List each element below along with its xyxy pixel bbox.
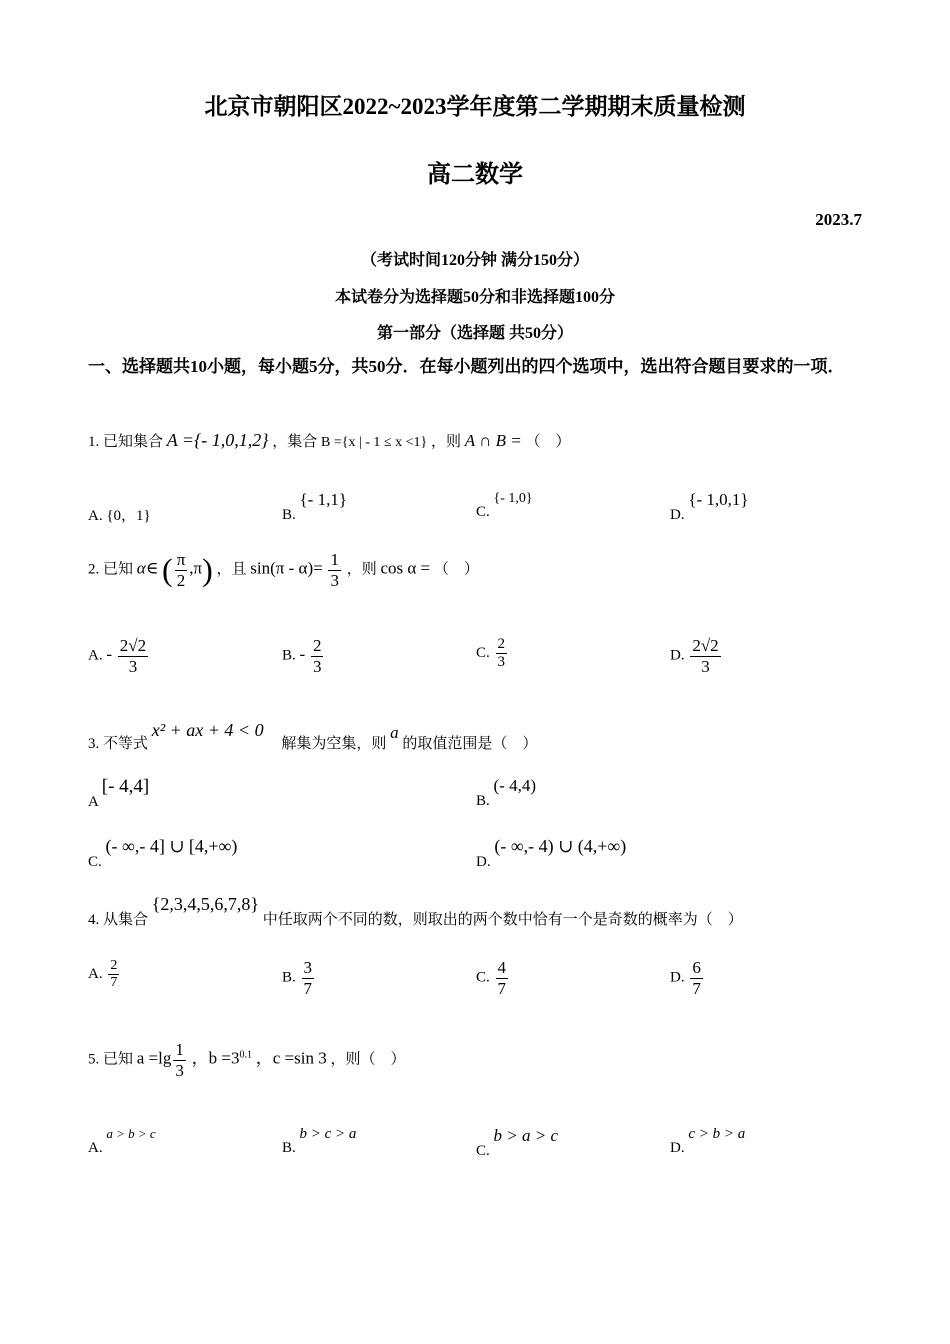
q3-suffix: 的取值范围是（ ） — [402, 736, 538, 752]
q5-option-c[interactable] — [476, 1126, 559, 1159]
option-value: $\frac{4}{7}$ — [497, 958, 507, 998]
option-label: D. — [670, 507, 685, 523]
q4-option-a[interactable] — [88, 958, 121, 991]
option-label: C. — [476, 1143, 490, 1159]
option-label: B. — [282, 969, 296, 986]
q3-prefix: 3. 不等式 — [88, 736, 149, 752]
option-label: A — [88, 794, 99, 810]
q5-prefix: 5. 已知 — [88, 1051, 134, 1068]
q4-suffix: 中任取两个不同的数，则取出的两个数中恰有一个是奇数的概率为（ ） — [262, 912, 743, 928]
q1-prefix: 1. 已知集合 — [88, 434, 164, 450]
q2-option-d[interactable] — [670, 636, 723, 676]
option-label: C. — [476, 969, 490, 986]
q4-prefix: 4. 从集合 — [88, 912, 149, 928]
q3-expression: x² + ax + 4 < 0 — [151, 720, 264, 740]
q4-option-d[interactable] — [670, 958, 705, 998]
option-value: {- 1,0} — [493, 491, 533, 506]
q2-option-c[interactable] — [476, 636, 509, 672]
q3-option-a[interactable] — [88, 776, 150, 810]
q2-option-a[interactable] — [88, 636, 150, 676]
minus-sign: - — [299, 644, 306, 664]
q2-then: ，则 — [346, 561, 377, 578]
q2-pi: ,π — [189, 558, 203, 578]
question-5 — [88, 1040, 405, 1080]
option-label: A. — [88, 508, 103, 524]
option-value: b > a > c — [493, 1126, 559, 1145]
q2-option-b[interactable] — [282, 636, 325, 676]
option-value: (- ∞,- 4] ∪ [4,+∞) — [105, 836, 238, 856]
option-label: A. — [88, 966, 103, 983]
q2-prefix: 2. 已知 — [88, 561, 134, 578]
q4-option-c[interactable] — [476, 958, 510, 998]
score-split-info: 本试卷分为选择题50分和非选择题100分 — [334, 289, 615, 306]
option-value: $\frac{2√2}{3}$ — [692, 636, 719, 676]
exam-title: 北京市朝阳区2022~2023学年度第二学期期末质量检测 — [204, 94, 746, 119]
option-value: {- 1,0,1} — [688, 490, 749, 509]
option-label: A. — [88, 1140, 103, 1156]
q2-sin: sin(π - α)= — [250, 558, 323, 578]
option-value: b > c > a — [299, 1126, 357, 1142]
q4-option-b[interactable] — [282, 958, 316, 998]
q2-cos: cos α = — [380, 558, 431, 578]
option-label: C. — [88, 854, 102, 870]
exam-time-info: （考试时间120分钟 满分150分） — [360, 252, 589, 269]
option-value: (- ∞,- 4) ∪ (4,+∞) — [494, 836, 627, 856]
q2-paren: （ ） — [433, 561, 479, 578]
q1-option-a[interactable] — [88, 490, 151, 524]
option-value: {0，1} — [106, 508, 151, 524]
exam-date: 2023.7 — [815, 210, 862, 229]
option-label: B. — [476, 793, 490, 809]
question-4 — [88, 894, 743, 928]
q5-exponent: 0.1 — [239, 1049, 252, 1061]
option-label: A. — [88, 647, 103, 664]
q4-set: {2,3,4,5,6,7,8} — [151, 894, 260, 914]
option-value: $\frac{2}{7}$ — [110, 958, 118, 991]
q3-mid: 解集为空集，则 — [281, 736, 387, 752]
option-value: $\frac{6}{7}$ — [692, 958, 701, 998]
option-value: $\frac{3}{7}$ — [303, 958, 313, 998]
q5-one-third: $\frac{1}{3}$ — [175, 1040, 184, 1080]
q1-option-d[interactable] — [670, 490, 749, 523]
option-label: D. — [670, 969, 685, 986]
q3-option-b[interactable] — [476, 776, 536, 809]
q2-and: ，且 — [216, 561, 247, 578]
option-value: a > b > c — [106, 1126, 156, 1141]
q3-option-c[interactable] — [88, 836, 238, 870]
q2-alpha: α∈ — [136, 558, 159, 578]
q1-option-c[interactable] — [476, 490, 533, 520]
q1-mid: ，集合 — [272, 434, 318, 450]
q3-option-d[interactable] — [476, 836, 627, 870]
q5-c: ，c =sin 3 — [255, 1048, 327, 1068]
option-value: $\frac{2√2}{3}$ — [119, 636, 147, 676]
part-one-heading: 第一部分（选择题 共50分） — [376, 325, 573, 342]
q1-then: ，则 — [430, 434, 461, 450]
q3-variable-a: a — [390, 723, 399, 742]
q1-set-a: A ={- 1,0,1,2} — [166, 430, 269, 450]
q5-option-d[interactable] — [670, 1126, 746, 1156]
question-2: 2. 已知 α∈ ( $\frac{\pi}{2}$ ,π) ，且 sin(π - α)= $\frac{1}{3}$ ，则 cos α = （ ） — [88, 550, 479, 590]
q1-expression: A ∩ B = — [464, 431, 522, 450]
q2-pi-fraction: $\frac{\pi}{2}$ — [176, 550, 186, 590]
q5-suffix: ，则（ ） — [330, 1051, 406, 1068]
q5-option-b[interactable] — [282, 1126, 357, 1156]
option-value: $\frac{2}{3}$ — [497, 636, 506, 671]
option-label: D. — [670, 1140, 685, 1156]
section-instructions: 一、选择题共10小题，每小题5分，共50分．在每小题列出的四个选项中，选出符合题目要求的一项． — [88, 357, 845, 376]
subject-title: 高二数学 — [427, 162, 523, 188]
question-1 — [88, 430, 570, 451]
question-3 — [88, 720, 538, 752]
q1-option-b[interactable] — [282, 490, 347, 523]
option-value: $\frac{2}{3}$ — [312, 636, 322, 676]
minus-sign: - — [106, 644, 113, 664]
option-label: B. — [282, 647, 296, 664]
option-label: C. — [476, 504, 490, 520]
q2-one-third: $\frac{1}{3}$ — [330, 550, 339, 590]
q5-b: ，b =3 — [191, 1048, 240, 1068]
option-label: C. — [476, 645, 490, 662]
q5-a: a =lg — [136, 1048, 172, 1068]
option-label: B. — [282, 1140, 296, 1156]
option-value: (- 4,4) — [493, 776, 536, 795]
option-value: {- 1,1} — [299, 490, 347, 509]
q1-paren: （ ） — [525, 434, 571, 450]
option-value: [- 4,4] — [101, 776, 150, 797]
option-label: D. — [476, 854, 491, 870]
option-label: D. — [670, 647, 685, 664]
option-label: B. — [282, 507, 296, 523]
q1-set-b: B ={x | - 1 ≤ x <1} — [321, 435, 428, 450]
q5-option-a[interactable] — [88, 1126, 156, 1156]
option-value: c > b > a — [688, 1126, 746, 1142]
